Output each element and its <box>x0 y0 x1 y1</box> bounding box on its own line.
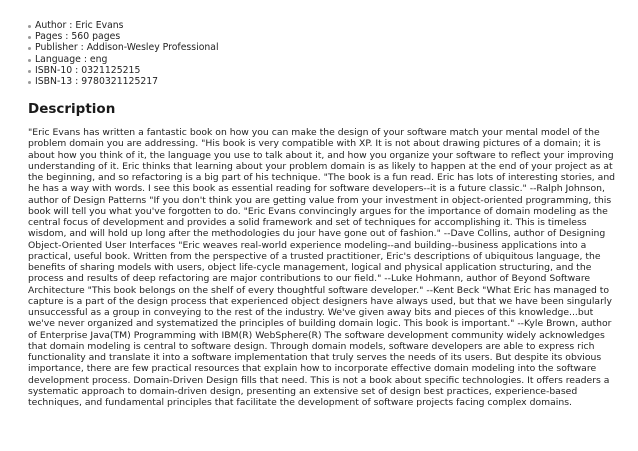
bullet-icon <box>28 25 31 28</box>
metadata-text: ISBN-10 : 0321125215 <box>35 64 141 76</box>
metadata-publisher <box>28 42 628 53</box>
description-line: unsuccessful as a group in conveying to the rest of the industry. We've given away bits and pieces of this knowledge...but <box>28 307 594 319</box>
metadata-pages <box>28 31 628 42</box>
bullet-icon <box>28 59 31 62</box>
description-line: of Enterprise Java(TM) Programming with IBM(R) WebSphere(R) The software development community widely acknowledges <box>28 329 605 341</box>
description-line: author of Design Patterns "If you don't think you are getting value from your investment in object-oriented programming, this <box>28 194 612 206</box>
description-line: techniques, and fundamental principles that facilitate the development of software projects facing complex domains. <box>28 397 572 409</box>
metadata-language <box>28 54 628 65</box>
description-line: central focus of development and provides a solid framework and set of techniques for accomplishing it. This is timeless <box>28 217 587 229</box>
description-line: problem domain you are addressing. "His book is very compatible with XP. It is not about drawing pictures of a domain; it is <box>28 138 601 150</box>
bullet-icon <box>28 81 31 84</box>
description-line: he has a way with words. I see this book as essential reading for software developers--it is a future classic." --Ralph Johnson, <box>28 183 605 195</box>
description-line: understanding of it. Eric thinks that learning about your problem domain is as likely to happen at the end of your project as at <box>28 160 613 172</box>
description-line: development process. Domain-Driven Design fills that need. This is not a book about specific technologies. It offers readers a <box>28 374 610 386</box>
bullet-icon <box>28 47 31 50</box>
description-line: "Eric Evans has written a fantastic book on how you can make the design of your software match your mental model of the <box>28 127 600 139</box>
description-line: capture is a part of the design process that experienced object designers have always used, but that we have been singularly <box>28 295 612 307</box>
description-line: that domain modeling is central to software design. Through domain models, software developers are able to express rich <box>28 340 595 352</box>
description-line: functionality and translate it into a software implementation that truly serves the needs of its users. But despite its obvious <box>28 352 602 364</box>
description-line: book will tell you what you've forgotten to do. "Eric Evans convincingly argues for the importance of domain modeling as the <box>28 205 608 217</box>
metadata-isbn13 <box>28 76 628 87</box>
metadata-text: Language : eng <box>35 53 108 65</box>
bullet-icon <box>28 36 31 39</box>
description-line: wisdom, and will hold up long after the methodologies du jour have gone out of fashion." --Dave Collins, author of Designing <box>28 228 606 240</box>
description-line: importance, there are few practical resources that explain how to incorporate effective domain modeling into the software <box>28 363 597 375</box>
metadata-text: Author : Eric Evans <box>35 20 124 31</box>
metadata-text: ISBN-13 : 9780321125217 <box>35 75 159 87</box>
description-line: about how you think of it, the language you use to talk about it, and how you organize your software to reflect your improving <box>28 149 614 161</box>
description-line: benefits of sharing models with users, object life-cycle management, logical and physical application structuring, and the <box>28 262 592 274</box>
description-line: we've never organized and systematized the principles of building domain logic. This book is important." --Kyle Brown, author <box>28 318 612 330</box>
bullet-icon <box>28 70 31 73</box>
description-line: Architecture "This book belongs on the shelf of every thoughtful software developer." --Kent Beck "What Eric has managed to <box>28 284 610 296</box>
metadata-text: Pages : 560 pages <box>35 31 121 43</box>
description-heading: Description <box>28 101 116 118</box>
metadata-author <box>28 20 628 31</box>
metadata-text: Publisher : Addison-Wesley Professional <box>35 42 219 54</box>
description-line: Object-Oriented User Interfaces "Eric weaves real-world experience modeling--and building--business applications into a <box>28 239 587 251</box>
description-line: practical, useful book. Written from the perspective of a trusted practitioner, Eric's descriptions of ubiquitous language, the <box>28 250 601 262</box>
book-metadata-list <box>28 20 628 87</box>
metadata-isbn10 <box>28 65 628 76</box>
description-body <box>28 127 628 408</box>
description-line: process and results of deep refactoring are major contributions to our field." --Luke Hohmann, author of Beyond Software <box>28 273 591 285</box>
description-line: the beginning, and so refactoring is a big part of his technique. "The book is a fun read. Eric has lots of interesting stories, and <box>28 172 616 184</box>
description-line: systematic approach to domain-driven design, presenting an extensive set of design best practices, experience-based <box>28 385 578 397</box>
